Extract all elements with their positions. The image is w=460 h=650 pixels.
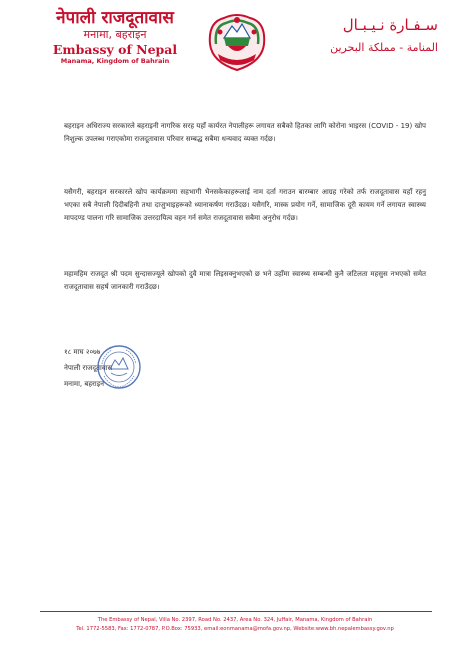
letter-date: १८ माघ २०७७ (64, 348, 101, 356)
signature-line-1: नेपाली राजदूतावास (64, 364, 113, 372)
body-paragraph-2: यसैगरी, बहराइन सरकारले खोप कार्यक्रममा सहभागी भैनसकेकाहरूलाई नाम दर्ता गराउन बारम्बार आग्रह गरेको तर्फ राजदूतावास यहाँ रहनु भएका सबै नेपाली दिदीबहिनी तथा दाजुभाइहरूको ध्यानाकर्षण गराउँदछ। यसैगरि, मास्क प्रयोग गर्ने, सामाजिक दूरी कायम गर्ने लगायत स्वास्थ्य मापदण्ड पालना गरि सामाजिक उत्तरदायित्व वहन गर्न समेत राजदूतावास सबैमा अनुरोध गर्दछ। (64, 188, 426, 222)
letterhead-right (298, 14, 438, 56)
embassy-city-arabic: المنامة - مملكة البحرين (330, 41, 438, 54)
embassy-name-english: Embassy of Nepal (52, 42, 178, 57)
footer-divider (40, 611, 432, 612)
signature-line-2: मनामा, बहराइन (64, 380, 105, 388)
embassy-name-arabic: سـفـارة نـيـبـال (342, 16, 438, 34)
embassy-city-english: Manama, Kingdom of Bahrain (60, 57, 170, 65)
nepal-coat-of-arms-icon (204, 10, 270, 74)
embassy-seal-icon (96, 344, 142, 390)
embassy-name-nepali: नेपाली राजदूतावास (56, 8, 174, 28)
body-paragraph-3: महामहिम राजदूत श्री पदम सुन्दासज्यूले खोपको दुवै मात्रा लिइसक्नुभएको छ भने उहाँमा स्वास्थ्य सम्बन्धी कुनै जटिलता महसुस नभएको समेत राजदूतावास सहर्ष जानकारी गराउँदछ। (64, 270, 426, 291)
body-paragraph-1: बहराइन अधिराज्य सरकारले बहराइनी नागरिक सरह यहाँ कार्यरत नेपालीहरू लगायत सबैको हितका लागि कोरोना भाइरस (COVID - 19) खोप निशुल्क उपलब्ध गराएकोमा राजदूतावास परिवार सम्बद्ध सबैमा धन्यवाद व्यक्त गर्दछ। (64, 122, 426, 143)
footer-address: The Embassy of Nepal, Villa No. 2397, Road No. 2437, Area No. 324, Juffair, Manama, Kingdom of Bahrain (97, 617, 373, 623)
embassy-city-nepali: मनामा, बहराइन (83, 28, 147, 41)
footer-contact: Tel. 1772-5583, Fax: 1772-0787, P.O.Box: 75933, email:eonmanama@mofa.gov.np, Website:www.bh.nepalembassy.gov.np (76, 626, 394, 632)
letterhead-left (40, 8, 190, 66)
